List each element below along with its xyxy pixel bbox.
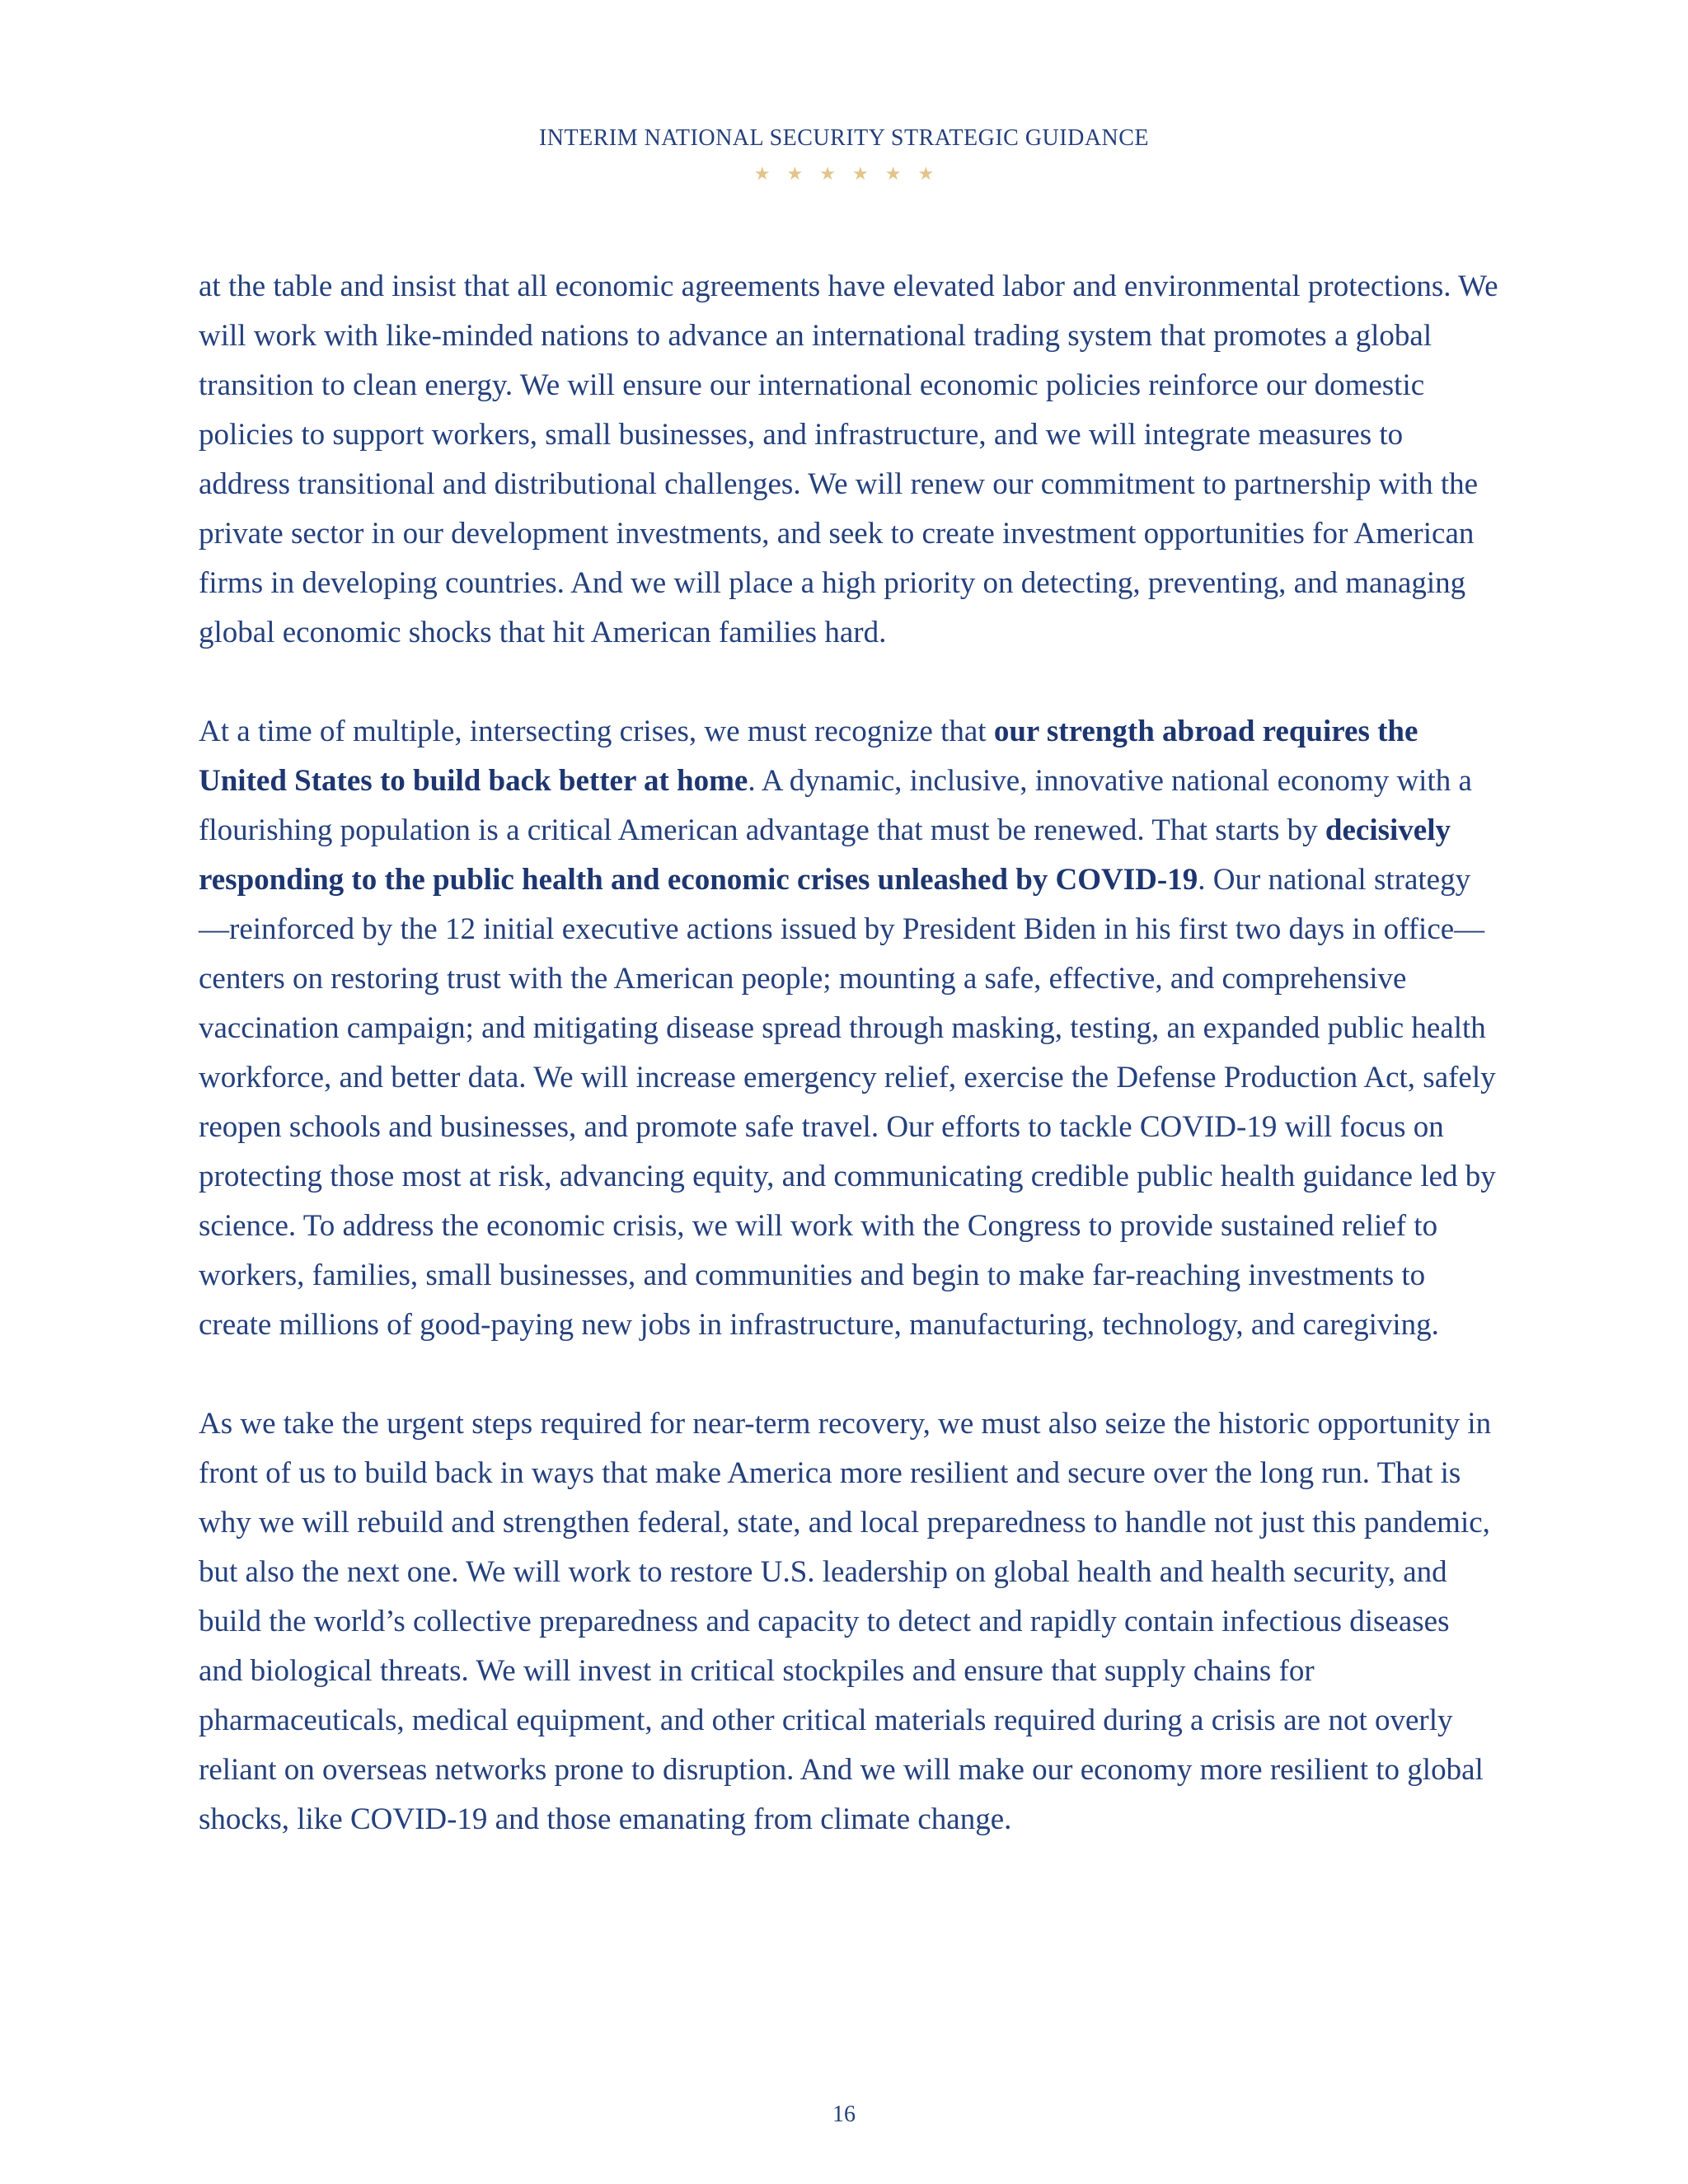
paragraph-2-emphasis-a: our strength abroad requires the United States to build back better at home — [199, 715, 1418, 798]
paragraph-3-text: As we take the urgent steps required for near-term recovery, we must also seize the historic opportunity in front of us to build back in ways that make America more resilient and secure over the long run. That is why we will rebuild and strengthen federal, state, and local preparedness to handle not just this pandemic, but also the next one. We will work to restore U.S. leadership on global health and health security, and build the world’s collective preparedness and capacity to detect and rapidly contain infectious diseases and biological threats. We will invest in critical stockpiles and ensure that supply chains for pharmaceuticals, medical equipment, and other critical materials required during a crisis are not overly reliant on overseas networks prone to disruption. And we will make our economy more resilient to global shocks, like COVID-19 and those emanating from climate change. — [199, 1407, 1492, 1836]
paragraph-2-emphasis-b: decisively responding to the public health and economic crises unleashed by COVID-19 — [199, 813, 1451, 897]
document-title: INTERIM NATIONAL SECURITY STRATEGIC GUIDANCE — [538, 125, 1150, 151]
paragraph-2-text-b: . A dynamic, inclusive, innovative national economy with a flourishing population is a critical American advantage that must be renewed. That starts by — [199, 764, 1472, 847]
paragraph-2-text-c: . Our national strategy—reinforced by the 12 initial executive actions issued by President Biden in his first two days in office—centers on restoring trust with the American people; mounting a safe, effective, and comprehensive vaccination campaign; and mitigating disease spread through masking, testing, an expanded public health workforce, and better data. We will increase emergency relief, exercise the Defense Production Act, safely reopen schools and businesses, and promote safe travel. Our efforts to tackle COVID-19 will focus on protecting those most at risk, advancing equity, and communicating credible public health guidance led by science. To address the economic crisis, we will work with the Congress to provide sustained relief to workers, families, small businesses, and communities and begin to make far-reaching investments to create millions of good-paying new jobs in infrastructure, manufacturing, technology, and caregiving. — [199, 863, 1496, 1342]
page-number: 16 — [832, 2102, 856, 2127]
paragraph-2 — [199, 707, 1501, 1350]
page-header — [0, 124, 1688, 186]
star-divider-icon: ★★★★★★ — [753, 163, 951, 184]
paragraph-2-text-a: At a time of multiple, intersecting crises, we must recognize that — [199, 715, 994, 748]
paragraph-1-text: at the table and insist that all economic agreements have elevated labor and environmental protections. We will work with like-minded nations to advance an international trading system that promotes a global transition to clean energy. We will ensure our international economic policies reinforce our domestic policies to support workers, small businesses, and infrastructure, and we will integrate measures to address transitional and distributional challenges. We will renew our commitment to partnership with the private sector in our development investments, and seek to create investment opportunities for American firms in developing countries. And we will place a high priority on detecting, preventing, and managing global economic shocks that hit American families hard. — [199, 269, 1498, 649]
paragraph-1 — [199, 262, 1501, 658]
paragraph-3 — [199, 1399, 1501, 1844]
body-text — [199, 262, 1501, 1894]
